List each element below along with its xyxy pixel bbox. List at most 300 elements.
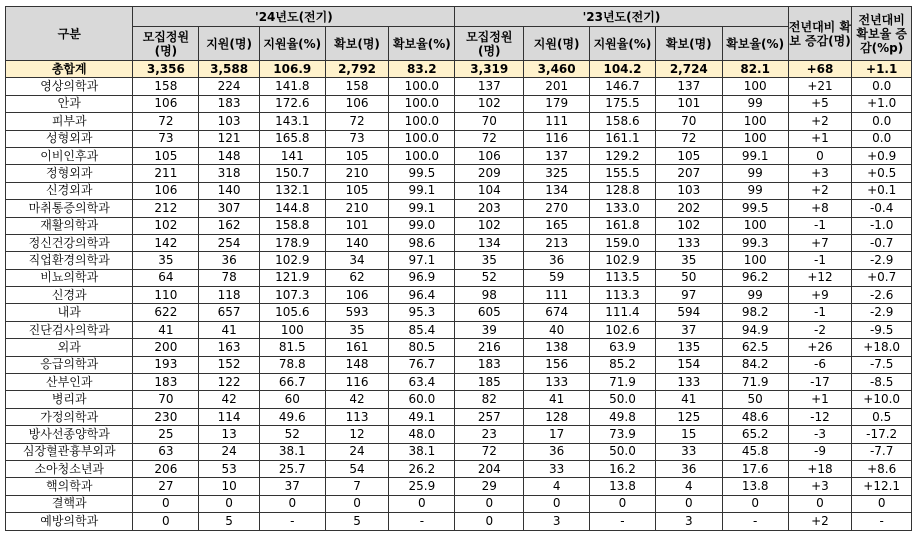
table-cell: +18.0	[852, 339, 912, 356]
table-cell: 94.9	[722, 321, 788, 338]
table-cell: 122	[199, 374, 260, 391]
table-cell: +68	[788, 61, 852, 78]
table-cell: -2.9	[852, 304, 912, 321]
table-cell: 0	[590, 495, 656, 512]
table-cell: 175.5	[590, 95, 656, 112]
table-cell: 97	[655, 287, 722, 304]
table-cell: 100	[722, 217, 788, 234]
table-cell: 148	[199, 147, 260, 164]
table-row	[6, 460, 912, 477]
table-cell: 71.9	[590, 374, 656, 391]
table-cell: +5	[788, 95, 852, 112]
table-cell: -7.7	[852, 443, 912, 460]
department-name: 신경과	[6, 287, 133, 304]
table-cell: -0.7	[852, 234, 912, 251]
table-cell: 203	[455, 200, 524, 217]
table-cell: 84.2	[722, 356, 788, 373]
table-row	[6, 287, 912, 304]
table-cell: 105	[325, 182, 389, 199]
table-cell: 325	[524, 165, 590, 182]
table-cell: 270	[524, 200, 590, 217]
table-cell: 0	[325, 495, 389, 512]
table-cell: -1	[788, 252, 852, 269]
table-cell: -	[389, 513, 455, 530]
table-cell: -1.0	[852, 217, 912, 234]
table-cell: 106	[455, 147, 524, 164]
department-name: 재활의학과	[6, 217, 133, 234]
table-cell: 257	[455, 408, 524, 425]
table-cell: 99.0	[389, 217, 455, 234]
table-cell: 16.2	[590, 460, 656, 477]
table-cell: 102.9	[259, 252, 325, 269]
table-cell: 137	[455, 78, 524, 95]
table-cell: -12	[788, 408, 852, 425]
table-cell: 72	[455, 443, 524, 460]
table-cell: 0	[259, 495, 325, 512]
table-cell: 36	[199, 252, 260, 269]
table-cell: 0	[389, 495, 455, 512]
table-cell: 50	[722, 391, 788, 408]
table-cell: +3	[788, 478, 852, 495]
table-cell: 102.6	[590, 321, 656, 338]
table-cell: 154	[655, 356, 722, 373]
table-cell: 3,356	[133, 61, 199, 78]
table-cell: 159.0	[590, 234, 656, 251]
table-cell: 99	[722, 182, 788, 199]
table-cell: 211	[133, 165, 199, 182]
year-2023-header: '23년도(전기)	[455, 7, 788, 27]
table-cell: 594	[655, 304, 722, 321]
table-cell: 42	[325, 391, 389, 408]
table-cell: -	[852, 513, 912, 530]
table-cell: +1.0	[852, 95, 912, 112]
department-name: 마취통증의학과	[6, 200, 133, 217]
table-cell: 156	[524, 356, 590, 373]
table-cell: 41	[524, 391, 590, 408]
table-cell: 80.5	[389, 339, 455, 356]
department-name: 예방의학과	[6, 513, 133, 530]
table-cell: 204	[455, 460, 524, 477]
table-cell: 113.5	[590, 269, 656, 286]
table-cell: 50.0	[590, 391, 656, 408]
table-body	[6, 61, 912, 531]
table-cell: 63	[133, 443, 199, 460]
table-cell: 99.1	[722, 147, 788, 164]
table-cell: 83.2	[389, 61, 455, 78]
table-cell: 0	[524, 495, 590, 512]
table-cell: 5	[325, 513, 389, 530]
table-cell: 158.6	[590, 113, 656, 130]
table-cell: 100.0	[389, 78, 455, 95]
table-cell: +9	[788, 287, 852, 304]
table-cell: 3,319	[455, 61, 524, 78]
diff-rate-header: 전년대비 확보율 증감(%p)	[852, 7, 912, 61]
table-cell: +0.7	[852, 269, 912, 286]
table-cell: -	[590, 513, 656, 530]
table-cell: 133	[655, 234, 722, 251]
table-cell: 82.1	[722, 61, 788, 78]
table-cell: 165.8	[259, 130, 325, 147]
table-cell: +21	[788, 78, 852, 95]
department-name: 심장혈관흉부외과	[6, 443, 133, 460]
table-cell: 140	[325, 234, 389, 251]
table-cell: 163	[199, 339, 260, 356]
table-cell: 7	[325, 478, 389, 495]
table-cell: -7.5	[852, 356, 912, 373]
table-cell: 3	[655, 513, 722, 530]
table-cell: 96.2	[722, 269, 788, 286]
table-cell: 0	[455, 513, 524, 530]
table-cell: 0.0	[852, 113, 912, 130]
table-cell: 48.6	[722, 408, 788, 425]
table-row	[6, 95, 912, 112]
table-cell: 104	[455, 182, 524, 199]
table-cell: 111.4	[590, 304, 656, 321]
table-cell: 100	[722, 130, 788, 147]
col-24-quota: 모집정원(명)	[133, 27, 199, 61]
table-cell: 70	[133, 391, 199, 408]
table-row	[6, 443, 912, 460]
table-cell: 137	[655, 78, 722, 95]
table-cell: 36	[524, 252, 590, 269]
table-cell: 209	[455, 165, 524, 182]
table-cell: +1	[788, 391, 852, 408]
table-cell: 307	[199, 200, 260, 217]
table-cell: 73.9	[590, 426, 656, 443]
table-cell: 65.2	[722, 426, 788, 443]
table-cell: 102	[655, 217, 722, 234]
table-cell: 105	[133, 147, 199, 164]
table-cell: 54	[325, 460, 389, 477]
table-cell: 17.6	[722, 460, 788, 477]
table-cell: 99	[722, 165, 788, 182]
table-cell: 100	[722, 78, 788, 95]
table-cell: 132.1	[259, 182, 325, 199]
table-cell: 111	[524, 287, 590, 304]
table-cell: 35	[455, 252, 524, 269]
table-cell: 116	[325, 374, 389, 391]
table-cell: 37	[655, 321, 722, 338]
table-row	[6, 304, 912, 321]
table-cell: 105.6	[259, 304, 325, 321]
table-cell: 138	[524, 339, 590, 356]
table-row	[6, 321, 912, 338]
table-cell: 103	[655, 182, 722, 199]
table-cell: 107.3	[259, 287, 325, 304]
table-cell: 106	[133, 182, 199, 199]
table-cell: +0.5	[852, 165, 912, 182]
table-cell: 100.0	[389, 95, 455, 112]
table-cell: 26.2	[389, 460, 455, 477]
table-cell: -17	[788, 374, 852, 391]
table-cell: +2	[788, 182, 852, 199]
department-name: 총합계	[6, 61, 133, 78]
table-cell: 34	[325, 252, 389, 269]
table-row	[6, 252, 912, 269]
table-row	[6, 200, 912, 217]
total-row	[6, 61, 912, 78]
table-cell: 121.9	[259, 269, 325, 286]
department-name: 소아청소년과	[6, 460, 133, 477]
department-name: 비뇨의학과	[6, 269, 133, 286]
table-cell: 100.0	[389, 130, 455, 147]
table-cell: 12	[325, 426, 389, 443]
table-cell: 50	[655, 269, 722, 286]
table-cell: 146.7	[590, 78, 656, 95]
table-cell: 143.1	[259, 113, 325, 130]
table-cell: 224	[199, 78, 260, 95]
table-cell: 216	[455, 339, 524, 356]
table-cell: 200	[133, 339, 199, 356]
table-row	[6, 113, 912, 130]
table-cell: 155.5	[590, 165, 656, 182]
table-cell: -3	[788, 426, 852, 443]
table-cell: 0	[655, 495, 722, 512]
table-cell: 152	[199, 356, 260, 373]
table-cell: +10.0	[852, 391, 912, 408]
department-name: 외과	[6, 339, 133, 356]
table-cell: 36	[524, 443, 590, 460]
department-name: 이비인후과	[6, 147, 133, 164]
table-cell: 98.2	[722, 304, 788, 321]
table-cell: 98.6	[389, 234, 455, 251]
table-cell: 72	[655, 130, 722, 147]
col-23-secured: 확보(명)	[655, 27, 722, 61]
table-cell: 0	[455, 495, 524, 512]
table-container	[5, 6, 912, 531]
col-23-quota: 모집정원(명)	[455, 27, 524, 61]
table-cell: +2	[788, 513, 852, 530]
table-cell: +1.1	[852, 61, 912, 78]
table-cell: 38.1	[389, 443, 455, 460]
table-cell: 165	[524, 217, 590, 234]
department-name: 안과	[6, 95, 133, 112]
table-cell: 15	[655, 426, 722, 443]
table-row	[6, 391, 912, 408]
table-cell: +12.1	[852, 478, 912, 495]
table-cell: 113.3	[590, 287, 656, 304]
table-cell: +2	[788, 113, 852, 130]
table-cell: 42	[199, 391, 260, 408]
table-cell: 99.1	[389, 200, 455, 217]
table-cell: 25.7	[259, 460, 325, 477]
table-cell: 48.0	[389, 426, 455, 443]
table-cell: 0	[722, 495, 788, 512]
table-cell: 81.5	[259, 339, 325, 356]
table-cell: 27	[133, 478, 199, 495]
table-cell: 64	[133, 269, 199, 286]
table-cell: 24	[199, 443, 260, 460]
department-name: 정신건강의학과	[6, 234, 133, 251]
col-24-secure-rate: 확보율(%)	[389, 27, 455, 61]
table-cell: +3	[788, 165, 852, 182]
diff-count-header: 전년대비 확보 증감(명)	[788, 7, 852, 61]
table-cell: 2,792	[325, 61, 389, 78]
table-row	[6, 408, 912, 425]
department-name: 영상의학과	[6, 78, 133, 95]
department-name: 핵의학과	[6, 478, 133, 495]
table-cell: 206	[133, 460, 199, 477]
table-cell: 39	[455, 321, 524, 338]
table-cell: -2.9	[852, 252, 912, 269]
table-cell: 78	[199, 269, 260, 286]
department-name: 신경외과	[6, 182, 133, 199]
table-cell: -17.2	[852, 426, 912, 443]
table-cell: 25.9	[389, 478, 455, 495]
department-name: 직업환경의학과	[6, 252, 133, 269]
table-row	[6, 130, 912, 147]
table-cell: 10	[199, 478, 260, 495]
table-cell: 144.8	[259, 200, 325, 217]
table-cell: -9.5	[852, 321, 912, 338]
table-cell: 13.8	[590, 478, 656, 495]
table-cell: 72	[325, 113, 389, 130]
table-cell: +0.1	[852, 182, 912, 199]
table-cell: 106	[133, 95, 199, 112]
table-cell: 99.5	[389, 165, 455, 182]
table-cell: 49.1	[389, 408, 455, 425]
table-header	[6, 7, 912, 61]
table-cell: 100.0	[389, 147, 455, 164]
table-cell: +8	[788, 200, 852, 217]
table-cell: 0	[199, 495, 260, 512]
table-cell: 70	[655, 113, 722, 130]
table-cell: 3	[524, 513, 590, 530]
table-cell: 29	[455, 478, 524, 495]
table-cell: 106.9	[259, 61, 325, 78]
table-cell: 213	[524, 234, 590, 251]
table-cell: +12	[788, 269, 852, 286]
department-name: 진단검사의학과	[6, 321, 133, 338]
table-cell: 102	[455, 95, 524, 112]
table-cell: -	[722, 513, 788, 530]
table-cell: -8.5	[852, 374, 912, 391]
table-cell: 125	[655, 408, 722, 425]
table-cell: 183	[455, 356, 524, 373]
table-cell: 158	[133, 78, 199, 95]
department-name: 방사선종양학과	[6, 426, 133, 443]
table-cell: 105	[655, 147, 722, 164]
table-cell: 72	[455, 130, 524, 147]
col-23-applicants: 지원(명)	[524, 27, 590, 61]
table-cell: 161.8	[590, 217, 656, 234]
table-cell: 25	[133, 426, 199, 443]
table-cell: 104.2	[590, 61, 656, 78]
table-cell: 137	[524, 147, 590, 164]
table-cell: 4	[655, 478, 722, 495]
table-cell: -9	[788, 443, 852, 460]
table-cell: 3,460	[524, 61, 590, 78]
department-name: 산부인과	[6, 374, 133, 391]
department-name: 피부과	[6, 113, 133, 130]
table-cell: 62.5	[722, 339, 788, 356]
table-cell: 73	[325, 130, 389, 147]
table-cell: 85.2	[590, 356, 656, 373]
table-cell: 193	[133, 356, 199, 373]
table-cell: 45.8	[722, 443, 788, 460]
table-cell: 106	[325, 287, 389, 304]
table-cell: 657	[199, 304, 260, 321]
table-cell: 62	[325, 269, 389, 286]
table-cell: 72	[133, 113, 199, 130]
table-cell: 63.9	[590, 339, 656, 356]
department-name: 성형외과	[6, 130, 133, 147]
table-cell: 110	[133, 287, 199, 304]
table-cell: -0.4	[852, 200, 912, 217]
department-name: 가정의학과	[6, 408, 133, 425]
table-cell: 23	[455, 426, 524, 443]
table-cell: 37	[259, 478, 325, 495]
table-cell: 5	[199, 513, 260, 530]
table-cell: -1	[788, 217, 852, 234]
table-cell: 133	[524, 374, 590, 391]
table-cell: 41	[655, 391, 722, 408]
table-cell: 60	[259, 391, 325, 408]
table-cell: 36	[655, 460, 722, 477]
table-cell: +8.6	[852, 460, 912, 477]
table-cell: 230	[133, 408, 199, 425]
table-cell: 183	[199, 95, 260, 112]
table-cell: 0	[133, 513, 199, 530]
table-row	[6, 165, 912, 182]
table-cell: 100	[722, 113, 788, 130]
table-cell: 2,724	[655, 61, 722, 78]
table-cell: 71.9	[722, 374, 788, 391]
table-cell: 99	[722, 95, 788, 112]
table-cell: +1	[788, 130, 852, 147]
table-cell: 101	[655, 95, 722, 112]
table-cell: 622	[133, 304, 199, 321]
table-cell: 96.9	[389, 269, 455, 286]
table-cell: 33	[524, 460, 590, 477]
table-cell: 129.2	[590, 147, 656, 164]
table-cell: 133.0	[590, 200, 656, 217]
table-cell: 201	[524, 78, 590, 95]
table-cell: 172.6	[259, 95, 325, 112]
table-cell: 40	[524, 321, 590, 338]
table-cell: 100	[722, 252, 788, 269]
table-cell: -2	[788, 321, 852, 338]
table-cell: 161	[325, 339, 389, 356]
table-cell: 100.0	[389, 113, 455, 130]
table-cell: 158	[325, 78, 389, 95]
table-cell: 593	[325, 304, 389, 321]
table-cell: 76.7	[389, 356, 455, 373]
table-cell: 41	[133, 321, 199, 338]
table-row	[6, 374, 912, 391]
table-cell: -2.6	[852, 287, 912, 304]
table-row	[6, 234, 912, 251]
table-cell: +0.9	[852, 147, 912, 164]
table-cell: 128.8	[590, 182, 656, 199]
table-cell: 99.1	[389, 182, 455, 199]
table-cell: 49.6	[259, 408, 325, 425]
table-cell: 148	[325, 356, 389, 373]
table-row	[6, 182, 912, 199]
table-cell: 102.9	[590, 252, 656, 269]
table-cell: -1	[788, 304, 852, 321]
table-cell: 0	[788, 147, 852, 164]
table-cell: 97.1	[389, 252, 455, 269]
table-cell: 102	[455, 217, 524, 234]
table-cell: 66.7	[259, 374, 325, 391]
table-cell: 49.8	[590, 408, 656, 425]
table-cell: 605	[455, 304, 524, 321]
table-cell: 142	[133, 234, 199, 251]
table-cell: 116	[524, 130, 590, 147]
table-row	[6, 426, 912, 443]
table-cell: 17	[524, 426, 590, 443]
